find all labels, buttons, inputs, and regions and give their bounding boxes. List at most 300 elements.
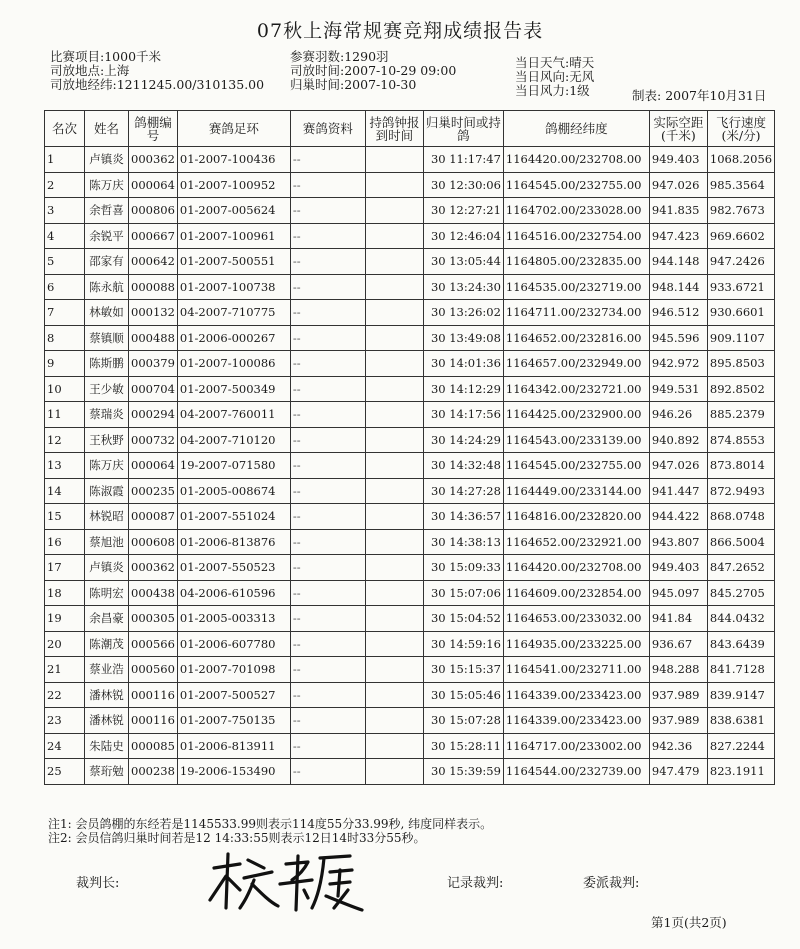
cell-return-time: 30 14:27:28 <box>423 478 503 504</box>
cell-distance: 949.403 <box>649 555 707 581</box>
cell-clock-report <box>365 580 423 606</box>
cell-speed: 985.3564 <box>707 172 774 198</box>
cell-clock-report <box>365 376 423 402</box>
cell-speed: 947.2426 <box>707 249 774 275</box>
cell-speed: 838.6381 <box>707 708 774 734</box>
cell-rank: 3 <box>45 198 85 224</box>
cell-clock-report <box>365 453 423 479</box>
page-title: 07秋上海常规赛竞翔成绩报告表 <box>256 20 544 42</box>
cell-ring: 01-2005-008674 <box>177 478 290 504</box>
cell-coord: 1164717.00/233002.00 <box>503 733 649 759</box>
cell-speed: 969.6602 <box>707 223 774 249</box>
table-row <box>45 274 775 300</box>
made-date-value: 2007年10月31日 <box>665 88 767 103</box>
table-row <box>45 453 775 479</box>
cell-loft-no: 000116 <box>129 682 178 708</box>
return-time-value: 2007-10-30 <box>344 77 417 92</box>
cell-clock-report <box>365 351 423 377</box>
cell-speed: 873.8014 <box>707 453 774 479</box>
cell-loft-no: 000566 <box>129 631 178 657</box>
cell-coord: 1164711.00/232734.00 <box>503 300 649 326</box>
cell-name: 蔡镇顺 <box>85 325 129 351</box>
cell-return-time: 30 14:38:13 <box>423 529 503 555</box>
cell-ring: 01-2006-000267 <box>177 325 290 351</box>
cell-coord: 1164702.00/233028.00 <box>503 198 649 224</box>
cell-return-time: 30 14:24:29 <box>423 427 503 453</box>
cell-doc: -- <box>290 198 365 224</box>
header-rank: 名次 <box>45 111 85 147</box>
return-time-info <box>290 78 416 92</box>
cell-return-time: 30 15:05:46 <box>423 682 503 708</box>
cell-coord: 1164342.00/232721.00 <box>503 376 649 402</box>
cell-distance: 944.422 <box>649 504 707 530</box>
cell-distance: 948.288 <box>649 657 707 683</box>
cell-doc: -- <box>290 402 365 428</box>
cell-ring: 01-2007-100738 <box>177 274 290 300</box>
cell-ring: 04-2007-760011 <box>177 402 290 428</box>
release-time-value: 2007-10-29 09:00 <box>344 63 457 78</box>
cell-return-time: 30 14:12:29 <box>423 376 503 402</box>
cell-speed: 1068.2056 <box>707 147 774 173</box>
cell-distance: 949.403 <box>649 147 707 173</box>
weather-label: 当日天气: <box>515 55 570 70</box>
table-row <box>45 249 775 275</box>
cell-clock-report <box>365 198 423 224</box>
cell-return-time: 30 14:17:56 <box>423 402 503 428</box>
cell-distance: 941.447 <box>649 478 707 504</box>
cell-doc: -- <box>290 682 365 708</box>
cell-loft-no: 000560 <box>129 657 178 683</box>
cell-distance: 949.531 <box>649 376 707 402</box>
cell-doc: -- <box>290 325 365 351</box>
made-date-info <box>632 89 766 103</box>
cell-distance: 943.807 <box>649 529 707 555</box>
cell-ring: 01-2007-500527 <box>177 682 290 708</box>
cell-coord: 1164652.00/232921.00 <box>503 529 649 555</box>
header-coord: 鸽棚经纬度 <box>503 111 649 147</box>
cell-return-time: 30 15:15:37 <box>423 657 503 683</box>
cell-rank: 9 <box>45 351 85 377</box>
event-value: 1000千米 <box>104 49 162 64</box>
cell-rank: 5 <box>45 249 85 275</box>
cell-distance: 944.148 <box>649 249 707 275</box>
table-row <box>45 325 775 351</box>
cell-loft-no: 000235 <box>129 478 178 504</box>
cell-loft-no: 000064 <box>129 172 178 198</box>
cell-rank: 19 <box>45 606 85 632</box>
cell-loft-no: 000064 <box>129 453 178 479</box>
cell-rank: 17 <box>45 555 85 581</box>
cell-clock-report <box>365 708 423 734</box>
cell-name: 潘林锐 <box>85 682 129 708</box>
cell-clock-report <box>365 555 423 581</box>
cell-coord: 1164935.00/233225.00 <box>503 631 649 657</box>
cell-return-time: 30 15:39:59 <box>423 759 503 785</box>
table-row <box>45 580 775 606</box>
made-date-label: 制表: <box>632 88 662 103</box>
table-row <box>45 504 775 530</box>
cell-return-time: 30 14:36:57 <box>423 504 503 530</box>
table-row <box>45 198 775 224</box>
cell-name: 王少敏 <box>85 376 129 402</box>
cell-coord: 1164805.00/232835.00 <box>503 249 649 275</box>
cell-distance: 942.972 <box>649 351 707 377</box>
chief-judge-label: 裁判长: <box>76 876 120 891</box>
page-number: 第1页(共2页) <box>651 915 727 930</box>
cell-clock-report <box>365 172 423 198</box>
cell-rank: 13 <box>45 453 85 479</box>
wind-direction-label: 当日风向: <box>515 69 570 84</box>
table-row <box>45 631 775 657</box>
cell-doc: -- <box>290 580 365 606</box>
cell-return-time: 30 11:17:47 <box>423 147 503 173</box>
cell-loft-no: 000087 <box>129 504 178 530</box>
cell-ring: 01-2007-550523 <box>177 555 290 581</box>
cell-doc: -- <box>290 453 365 479</box>
cell-distance: 942.36 <box>649 733 707 759</box>
cell-rank: 6 <box>45 274 85 300</box>
release-place-value: 上海 <box>104 63 130 78</box>
table-row <box>45 402 775 428</box>
cell-speed: 841.7128 <box>707 657 774 683</box>
cell-rank: 18 <box>45 580 85 606</box>
cell-name: 余哲喜 <box>85 198 129 224</box>
cell-speed: 827.2244 <box>707 733 774 759</box>
table-row <box>45 427 775 453</box>
release-place-info <box>50 64 129 78</box>
cell-loft-no: 000116 <box>129 708 178 734</box>
cell-loft-no: 000238 <box>129 759 178 785</box>
cell-clock-report <box>365 300 423 326</box>
recorder-label: 记录裁判: <box>447 876 504 891</box>
cell-loft-no: 000362 <box>129 147 178 173</box>
cell-return-time: 30 12:46:04 <box>423 223 503 249</box>
cell-coord: 1164425.00/232900.00 <box>503 402 649 428</box>
cell-loft-no: 000438 <box>129 580 178 606</box>
cell-name: 陈万庆 <box>85 453 129 479</box>
cell-name: 王秋野 <box>85 427 129 453</box>
header-doc: 赛鸽资料 <box>290 111 365 147</box>
cell-clock-report <box>365 427 423 453</box>
table-row <box>45 529 775 555</box>
header-distance: 实际空距(千米) <box>649 111 707 147</box>
cell-coord: 1164420.00/232708.00 <box>503 147 649 173</box>
footnote-2: 注2: 会员信鸽归巢时间若是12 14:33:55则表示12日14时33分55秒。 <box>48 831 426 845</box>
cell-distance: 945.097 <box>649 580 707 606</box>
cell-rank: 4 <box>45 223 85 249</box>
release-coord-label: 司放地经纬: <box>50 77 117 92</box>
cell-name: 卢镇炎 <box>85 555 129 581</box>
cell-coord: 1164545.00/232755.00 <box>503 453 649 479</box>
cell-rank: 14 <box>45 478 85 504</box>
cell-loft-no: 000667 <box>129 223 178 249</box>
cell-speed: 930.6601 <box>707 300 774 326</box>
cell-name: 蔡旭池 <box>85 529 129 555</box>
cell-speed: 839.9147 <box>707 682 774 708</box>
cell-distance: 947.423 <box>649 223 707 249</box>
cell-loft-no: 000362 <box>129 555 178 581</box>
cell-rank: 21 <box>45 657 85 683</box>
cell-doc: -- <box>290 376 365 402</box>
cell-ring: 01-2007-500551 <box>177 249 290 275</box>
cell-clock-report <box>365 682 423 708</box>
cell-ring: 01-2006-813876 <box>177 529 290 555</box>
cell-speed: 895.8503 <box>707 351 774 377</box>
table-row <box>45 172 775 198</box>
cell-return-time: 30 13:49:08 <box>423 325 503 351</box>
cell-speed: 933.6721 <box>707 274 774 300</box>
release-place-label: 司放地点: <box>50 63 105 78</box>
cell-distance: 947.026 <box>649 172 707 198</box>
cell-name: 林敏如 <box>85 300 129 326</box>
cell-rank: 11 <box>45 402 85 428</box>
cell-clock-report <box>365 274 423 300</box>
cell-name: 朱陆史 <box>85 733 129 759</box>
cell-clock-report <box>365 478 423 504</box>
cell-distance: 947.026 <box>649 453 707 479</box>
cell-coord: 1164339.00/233423.00 <box>503 682 649 708</box>
cell-loft-no: 000132 <box>129 300 178 326</box>
cell-speed: 868.0748 <box>707 504 774 530</box>
cell-ring: 01-2006-607780 <box>177 631 290 657</box>
cell-coord: 1164653.00/233032.00 <box>503 606 649 632</box>
release-coord-value: 1211245.00/310135.00 <box>116 77 265 92</box>
table-row <box>45 708 775 734</box>
cell-loft-no: 000732 <box>129 427 178 453</box>
cell-doc: -- <box>290 708 365 734</box>
table-row <box>45 657 775 683</box>
cell-coord: 1164609.00/232854.00 <box>503 580 649 606</box>
footnotes <box>48 817 492 845</box>
cell-name: 陈万庆 <box>85 172 129 198</box>
event-label: 比赛项目: <box>50 49 105 64</box>
table-row <box>45 555 775 581</box>
cell-name: 卢镇炎 <box>85 147 129 173</box>
cell-coord: 1164339.00/233423.00 <box>503 708 649 734</box>
cell-return-time: 30 13:26:02 <box>423 300 503 326</box>
cell-doc: -- <box>290 529 365 555</box>
cell-distance: 946.512 <box>649 300 707 326</box>
cell-ring: 01-2007-750135 <box>177 708 290 734</box>
cell-return-time: 30 15:28:11 <box>423 733 503 759</box>
cell-name: 蔡业浩 <box>85 657 129 683</box>
cell-loft-no: 000806 <box>129 198 178 224</box>
header-speed: 飞行速度(米/分) <box>707 111 774 147</box>
cell-distance: 940.892 <box>649 427 707 453</box>
release-time-info <box>290 64 456 78</box>
cell-ring: 01-2007-100952 <box>177 172 290 198</box>
cell-distance: 948.144 <box>649 274 707 300</box>
cell-distance: 937.989 <box>649 708 707 734</box>
handwritten-signature <box>200 850 370 919</box>
cell-speed: 845.2705 <box>707 580 774 606</box>
table-row <box>45 300 775 326</box>
cell-coord: 1164545.00/232755.00 <box>503 172 649 198</box>
table-row <box>45 147 775 173</box>
cell-clock-report <box>365 147 423 173</box>
cell-distance: 941.84 <box>649 606 707 632</box>
entries-value: 1290羽 <box>344 49 389 64</box>
cell-loft-no: 000085 <box>129 733 178 759</box>
release-coord-info <box>50 78 264 92</box>
cell-clock-report <box>365 325 423 351</box>
cell-ring: 19-2007-071580 <box>177 453 290 479</box>
cell-loft-no: 000642 <box>129 249 178 275</box>
cell-speed: 872.9493 <box>707 478 774 504</box>
cell-rank: 16 <box>45 529 85 555</box>
cell-coord: 1164816.00/232820.00 <box>503 504 649 530</box>
table-header-row <box>45 111 775 147</box>
cell-speed: 909.1107 <box>707 325 774 351</box>
cell-coord: 1164541.00/232711.00 <box>503 657 649 683</box>
cell-loft-no: 000488 <box>129 325 178 351</box>
cell-doc: -- <box>290 274 365 300</box>
cell-clock-report <box>365 504 423 530</box>
cell-speed: 866.5004 <box>707 529 774 555</box>
table-row <box>45 759 775 785</box>
cell-clock-report <box>365 223 423 249</box>
cell-return-time: 30 15:07:06 <box>423 580 503 606</box>
cell-return-time: 30 14:32:48 <box>423 453 503 479</box>
cell-return-time: 30 12:27:21 <box>423 198 503 224</box>
cell-return-time: 30 13:05:44 <box>423 249 503 275</box>
cell-name: 陈斯鹏 <box>85 351 129 377</box>
cell-clock-report <box>365 631 423 657</box>
cell-name: 蔡瑞炎 <box>85 402 129 428</box>
cell-return-time: 30 14:01:36 <box>423 351 503 377</box>
cell-ring: 01-2007-100436 <box>177 147 290 173</box>
cell-speed: 844.0432 <box>707 606 774 632</box>
cell-speed: 823.1911 <box>707 759 774 785</box>
cell-rank: 25 <box>45 759 85 785</box>
cell-ring: 01-2006-813911 <box>177 733 290 759</box>
cell-clock-report <box>365 733 423 759</box>
cell-doc: -- <box>290 147 365 173</box>
wind-force-label: 当日风力: <box>515 83 570 98</box>
wind-force-info <box>515 84 590 98</box>
cell-name: 陈淑霞 <box>85 478 129 504</box>
cell-ring: 04-2006-610596 <box>177 580 290 606</box>
cell-doc: -- <box>290 300 365 326</box>
cell-clock-report <box>365 529 423 555</box>
cell-ring: 01-2007-005624 <box>177 198 290 224</box>
cell-clock-report <box>365 606 423 632</box>
cell-doc: -- <box>290 733 365 759</box>
table-row <box>45 376 775 402</box>
cell-rank: 2 <box>45 172 85 198</box>
cell-doc: -- <box>290 427 365 453</box>
cell-speed: 892.8502 <box>707 376 774 402</box>
cell-loft-no: 000704 <box>129 376 178 402</box>
cell-rank: 22 <box>45 682 85 708</box>
cell-ring: 01-2007-100961 <box>177 223 290 249</box>
cell-rank: 10 <box>45 376 85 402</box>
entries-info <box>290 50 389 64</box>
wind-direction-info <box>515 70 594 84</box>
cell-return-time: 30 15:04:52 <box>423 606 503 632</box>
cell-clock-report <box>365 759 423 785</box>
cell-distance: 947.479 <box>649 759 707 785</box>
cell-name: 林锐昭 <box>85 504 129 530</box>
cell-doc: -- <box>290 504 365 530</box>
cell-clock-report <box>365 402 423 428</box>
release-time-label: 司放时间: <box>290 63 345 78</box>
dispatch-judge-label: 委派裁判: <box>583 876 640 891</box>
cell-coord: 1164543.00/233139.00 <box>503 427 649 453</box>
cell-return-time: 30 12:30:06 <box>423 172 503 198</box>
cell-rank: 8 <box>45 325 85 351</box>
return-time-label: 归巢时间: <box>290 77 345 92</box>
cell-rank: 12 <box>45 427 85 453</box>
cell-rank: 15 <box>45 504 85 530</box>
wind-direction-value: 无风 <box>569 69 595 84</box>
cell-loft-no: 000305 <box>129 606 178 632</box>
cell-speed: 847.2652 <box>707 555 774 581</box>
cell-coord: 1164652.00/232816.00 <box>503 325 649 351</box>
cell-distance: 941.835 <box>649 198 707 224</box>
cell-rank: 20 <box>45 631 85 657</box>
cell-doc: -- <box>290 172 365 198</box>
cell-doc: -- <box>290 249 365 275</box>
table-row <box>45 733 775 759</box>
cell-return-time: 30 15:07:28 <box>423 708 503 734</box>
cell-speed: 982.7673 <box>707 198 774 224</box>
table-row <box>45 223 775 249</box>
cell-loft-no: 000608 <box>129 529 178 555</box>
header-ring: 赛鸽足环 <box>177 111 290 147</box>
cell-rank: 23 <box>45 708 85 734</box>
header-return-time: 归巢时间或持鸽 <box>423 111 503 147</box>
cell-name: 陈明宏 <box>85 580 129 606</box>
cell-name: 陈潮茂 <box>85 631 129 657</box>
cell-coord: 1164544.00/232739.00 <box>503 759 649 785</box>
cell-rank: 7 <box>45 300 85 326</box>
wind-force-value: 1级 <box>569 83 590 98</box>
cell-coord: 1164657.00/232949.00 <box>503 351 649 377</box>
cell-doc: -- <box>290 351 365 377</box>
cell-distance: 945.596 <box>649 325 707 351</box>
table-row <box>45 682 775 708</box>
cell-loft-no: 000294 <box>129 402 178 428</box>
cell-distance: 936.67 <box>649 631 707 657</box>
footnote-1: 注1: 会员鸽棚的东经若是1145533.99则表示114度55分33.99秒, 纬度同样表示。 <box>48 817 493 831</box>
cell-return-time: 30 13:24:30 <box>423 274 503 300</box>
header-clock-report: 持鸽钟报到时间 <box>365 111 423 147</box>
cell-doc: -- <box>290 478 365 504</box>
cell-coord: 1164449.00/233144.00 <box>503 478 649 504</box>
cell-name: 邵家有 <box>85 249 129 275</box>
cell-doc: -- <box>290 631 365 657</box>
cell-doc: -- <box>290 657 365 683</box>
cell-return-time: 30 14:59:16 <box>423 631 503 657</box>
cell-clock-report <box>365 249 423 275</box>
cell-distance: 946.26 <box>649 402 707 428</box>
table-row <box>45 478 775 504</box>
cell-name: 潘林锐 <box>85 708 129 734</box>
cell-loft-no: 000088 <box>129 274 178 300</box>
weather-value: 晴天 <box>569 55 595 70</box>
cell-doc: -- <box>290 555 365 581</box>
results-table <box>44 110 775 785</box>
event-info <box>50 50 161 64</box>
cell-ring: 01-2005-003313 <box>177 606 290 632</box>
cell-ring: 01-2007-701098 <box>177 657 290 683</box>
cell-rank: 1 <box>45 147 85 173</box>
cell-doc: -- <box>290 759 365 785</box>
header-name: 姓名 <box>85 111 129 147</box>
cell-name: 陈永航 <box>85 274 129 300</box>
cell-coord: 1164535.00/232719.00 <box>503 274 649 300</box>
